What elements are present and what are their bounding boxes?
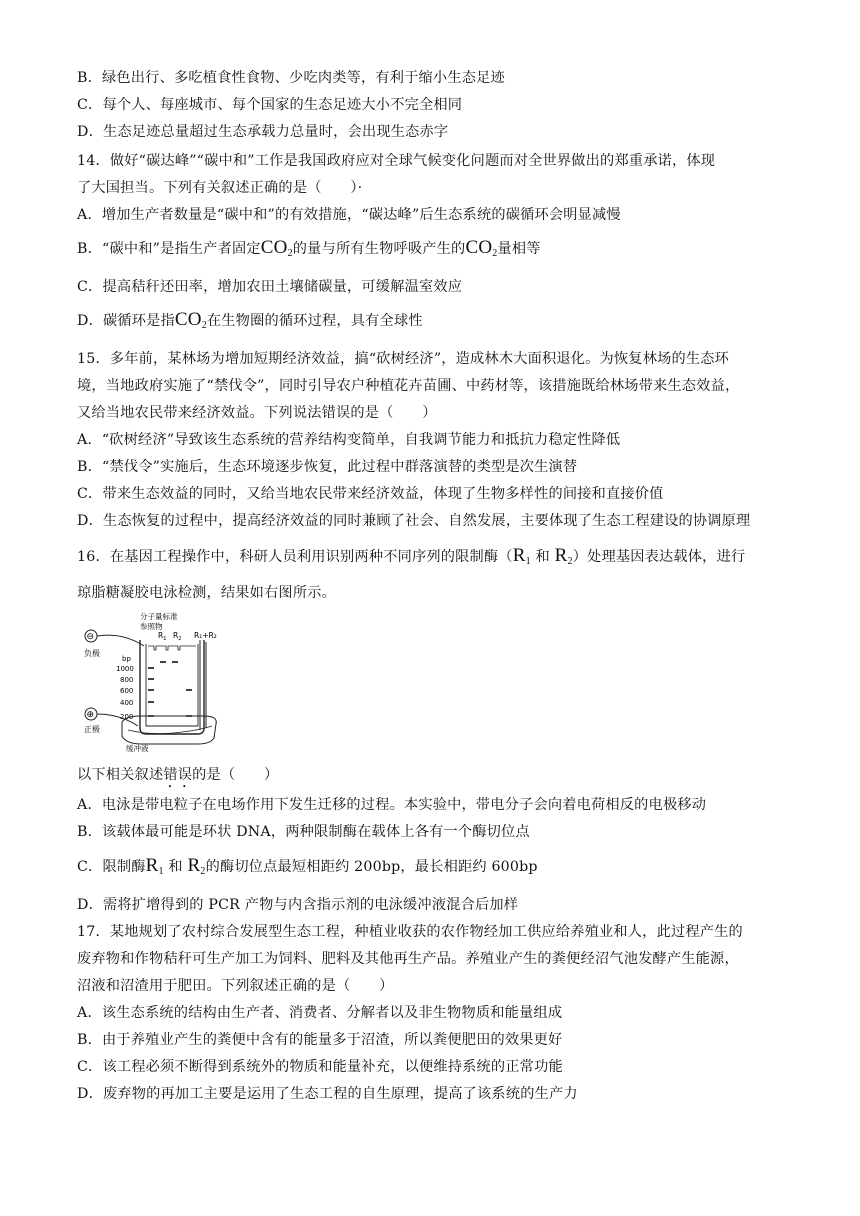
q14-stem-line2: 了大国担当。下列有关叙述正确的是（ ）· — [77, 180, 363, 196]
q16-stem-line1: 16．在基因工程操作中，科研人员利用识别两种不同序列的限制酶（$R_1$ 和 $R_2$）处理基因表达载体，进行 — [77, 545, 746, 567]
q14-option-b-text1: B．“碳中和”是指生产者固定 — [77, 241, 261, 257]
q15-option-b: B．“禁伐令”实施后，生态环境逐步恢复，此过程中群落演替的类型是次生演替 — [77, 459, 578, 475]
q14-option-b — [77, 238, 786, 264]
co2-formula: $CO_2$ — [260, 237, 293, 259]
lane-r1-label: $R_1$ — [158, 631, 167, 642]
buffer-label: 缓冲液 — [126, 744, 149, 752]
negative-electrode-icon: ⊖ — [86, 632, 95, 642]
negative-label: 负极 — [84, 649, 100, 658]
co2-formula: $CO_2$ — [174, 309, 207, 331]
q16-option-a: A．电泳是带电粒子在电场作用下发生迁移的过程。本实验中，带电分子会向着电荷相反的电极移动 — [77, 797, 707, 813]
positive-label: 正极 — [84, 725, 100, 734]
q17-option-c: C．该工程必须不断得到系统外的物质和能量补充，以便维持系统的正常功能 — [77, 1059, 563, 1075]
q17-stem-line2: 废弃物和作物秸秆可生产加工为饲料、肥料及其他再生产品。养殖业产生的粪便经沼气池发酵产生能源， — [77, 951, 739, 967]
q14-option-b-text3: 量相等 — [497, 241, 541, 257]
lane-r1r2-label: R₁+R₂ — [194, 631, 217, 640]
q15-option-d: D．生态恢复的过程中，提高经济效益的同时兼顾了社会、自然发展，主要体现了生态工程建设的协调原理 — [77, 513, 751, 529]
q15-option-a: A．“砍树经济”导致该生态系统的营养结构变简单，自我调节能力和抵抗力稳定性降低 — [77, 432, 621, 448]
ladder-400: 400 — [120, 699, 134, 707]
ladder-200: 200 — [120, 713, 134, 721]
bp-unit-label: bp — [122, 655, 131, 663]
q14-option-a: A．增加生产者数量是“碳中和”的有效措施，“碳达峰”后生态系统的碳循环会明显减慢 — [77, 207, 621, 223]
lane-r2-label: $R_2$ — [173, 631, 182, 642]
electrophoresis-diagram — [82, 610, 222, 752]
reference-label: 参照物 — [140, 622, 163, 631]
q14-stem-line1: 14．做好“碳达峰”“碳中和”工作是我国政府应对全球气候变化问题而对全世界做出的郑重承诺，体现 — [77, 153, 716, 169]
q17-option-b: B．由于养殖业产生的粪便中含有的能量多于沼渣，所以粪便肥田的效果更好 — [77, 1032, 563, 1048]
q16-option-d: D．需将扩增得到的 PCR 产物与内含指示剂的电泳缓冲液混合后加样 — [77, 897, 519, 913]
enzyme-r2: $R_2$ — [187, 855, 206, 877]
q14-option-d: D．碳循环是指$CO_2$在生物圈的循环过程，具有全球性 — [77, 309, 423, 331]
q15-option-c: C．带来生态效益的同时，又给当地农民带来经济效益，体现了生物多样性的间接和直接价值 — [77, 486, 664, 502]
q17-option-a: A．该生态系统的结构由生产者、消费者、分解者以及非生物物质和能量组成 — [77, 1005, 563, 1021]
emphasis-wrong: 错误 — [163, 767, 193, 783]
q16-lead: 以下相关叙述错误的是（ ） — [77, 767, 279, 783]
q16-option-c: C．限制酶$R_1$ 和 $R_2$的酶切位点最短相距约 200bp，最长相距约 600bp — [77, 855, 538, 877]
q15-stem-line1: 15．多年前，某林场为增加短期经济效益，搞“砍树经济”，造成林木大面积退化。为恢复林场的生态环 — [77, 351, 730, 367]
q16-option-b: B．该载体最可能是环状 DNA，两种限制酶在载体上各有一个酶切位点 — [77, 824, 530, 840]
co2-formula: $CO_2$ — [465, 237, 498, 259]
q14-option-c: C．提高秸秆还田率，增加农田土壤储碳量，可缓解温室效应 — [77, 279, 463, 295]
q13-option-d: D．生态足迹总量超过生态承载力总量时，会出现生态赤字 — [77, 124, 449, 140]
positive-electrode-icon: ⊕ — [86, 710, 95, 720]
marker-label: 分子量标准 — [140, 612, 178, 621]
q15-stem-line2: 境，当地政府实施了“禁伐令”，同时引导农户种植花卉苗圃、中药材等，该措施既给林场带来生态效益， — [77, 378, 740, 394]
ladder-800: 800 — [120, 676, 134, 684]
q15-stem-line3: 又给当地农民带来经济效益。下列说法错误的是（ ） — [77, 405, 437, 421]
ladder-1000: 1000 — [116, 665, 134, 673]
enzyme-r1: $R_1$ — [512, 545, 531, 567]
q14-option-b-text2: 的量与所有生物呼吸产生的 — [292, 241, 466, 257]
q17-stem-line1: 17．某地规划了农村综合发展型生态工程，种植业收获的农作物经加工供应给养殖业和人，此过程产生的 — [77, 924, 743, 940]
q17-stem-line3: 沼液和沼渣用于肥田。下列叙述正确的是（ ） — [77, 978, 394, 994]
q16-stem-line2: 琼脂糖凝胶电泳检测，结果如右图所示。 — [77, 585, 336, 601]
q13-option-c: C．每个人、每座城市、每个国家的生态足迹大小不完全相同 — [77, 97, 463, 113]
ladder-600: 600 — [120, 687, 134, 695]
enzyme-r1: $R_1$ — [145, 855, 164, 877]
q13-option-b: B．绿色出行、多吃植食性食物、少吃肉类等，有利于缩小生态足迹 — [77, 70, 505, 86]
q17-option-d: D．废弃物的再加工主要是运用了生态工程的自生原理，提高了该系统的生产力 — [77, 1086, 578, 1102]
enzyme-r2: $R_2$ — [554, 545, 573, 567]
electrophoresis-figure — [82, 610, 222, 752]
